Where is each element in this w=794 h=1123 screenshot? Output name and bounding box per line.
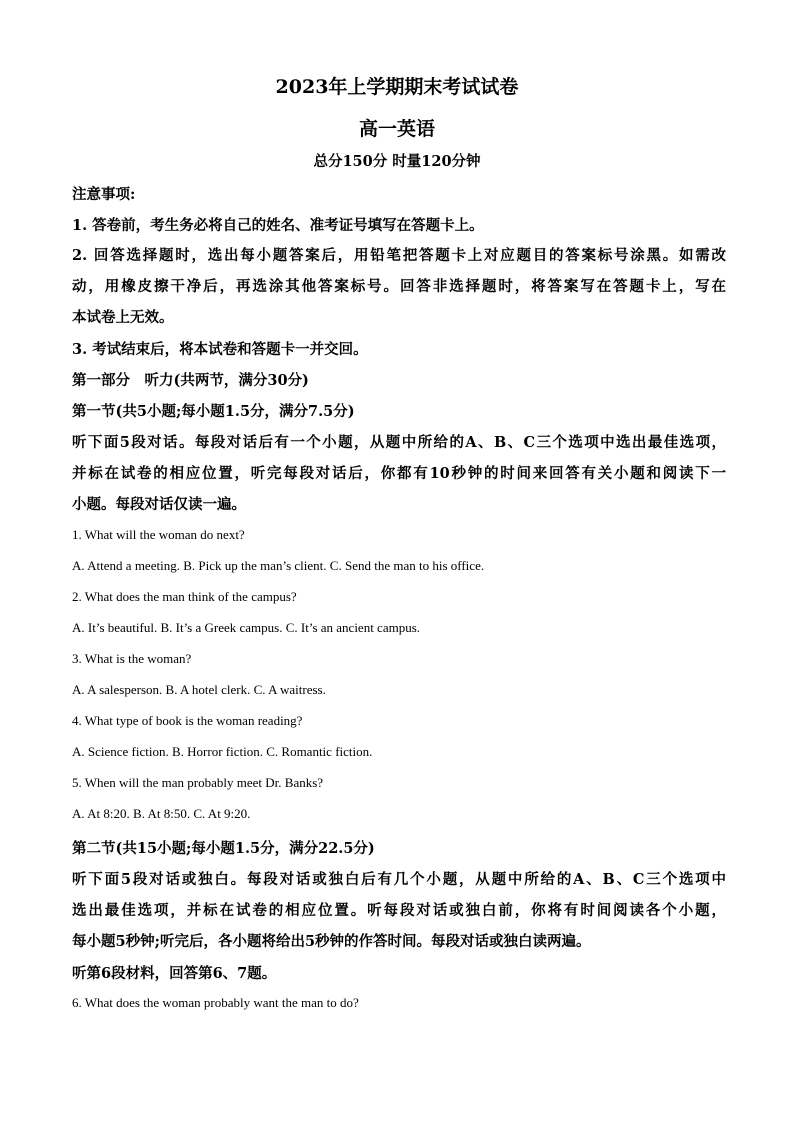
note-item-3: 3. 考试结束后，将本试卷和答题卡一并交回。 (72, 341, 368, 358)
note-item-2-line-2: 动，用橡皮擦干净后，再选涂其他答案标号。回答非选择题时，将答案写在答题卡上，写在 (72, 278, 726, 295)
note-item-1: 1. 答卷前，考生务必将自己的姓名、准考证号填写在答题卡上。 (72, 217, 484, 234)
question-5-options: A. At 8:20. B. At 8:50. C. At 9:20. (72, 806, 251, 821)
section1-heading: 第一节(共5小题;每小题1.5分，满分7.5分) (72, 403, 355, 420)
question-4: 4. What type of book is the woman reading? (72, 713, 303, 728)
part1-heading: 第一部分 听力(共两节，满分30分) (72, 372, 309, 389)
question-1-options: A. Attend a meeting. B. Pick up the man’s client. C. Send the man to his office. (72, 558, 485, 573)
section1-instructions-line-3: 小题。每段对话仅读一遍。 (72, 496, 246, 513)
section2-instructions-line-1: 听下面5段对话或独白。每段对话或独白后有几个小题，从题中所给的A、B、C三个选项中 (72, 871, 726, 888)
question-3-options: A. A salesperson. B. A hotel clerk. C. A waitress. (72, 682, 326, 697)
note-item-2-line-1: 2. 回答选择题时，选出每小题答案后，用铅笔把答题卡上对应题目的答案标号涂黑。如需改 (72, 247, 726, 264)
section2-heading: 第二节(共15小题;每小题1.5分，满分22.5分) (72, 840, 375, 857)
question-2-options: A. It’s beautiful. B. It’s a Greek campus. C. It’s an ancient campus. (72, 620, 421, 635)
section1-instructions-line-1: 听下面5段对话。每段对话后有一个小题，从题中所给的A、B、C三个选项中选出最佳选项， (72, 434, 726, 451)
score-time-info: 总分150分 时量120分钟 (313, 153, 481, 170)
question-6: 6. What does the woman probably want the man to do? (72, 995, 359, 1010)
question-4-options: A. Science fiction. B. Horror fiction. C. Romantic fiction. (72, 744, 373, 759)
section1-instructions-line-2: 并标在试卷的相应位置，听完每段对话后，你都有10秒钟的时间来回答有关小题和阅读下一 (72, 465, 726, 482)
question-5: 5. When will the man probably meet Dr. Banks? (72, 775, 324, 790)
notes-heading: 注意事项: (72, 186, 136, 203)
material-6-heading: 听第6段材料，回答第6、7题。 (72, 965, 277, 982)
note-item-2-line-3: 本试卷上无效。 (72, 309, 174, 326)
question-3: 3. What is the woman? (72, 651, 192, 666)
section2-instructions-line-2: 选出最佳选项，并标在试卷的相应位置。听每段对话或独白前，你将有时间阅读各个小题， (72, 902, 726, 919)
section2-instructions-line-3: 每小题5秒钟;听完后，各小题将给出5秒钟的作答时间。每段对话或独白读两遍。 (72, 933, 591, 950)
question-1: 1. What will the woman do next? (72, 527, 245, 542)
exam-title: 2023年上学期期末考试试卷 (275, 76, 519, 98)
subject-title: 高一英语 (358, 118, 435, 140)
question-2: 2. What does the man think of the campus? (72, 589, 297, 604)
